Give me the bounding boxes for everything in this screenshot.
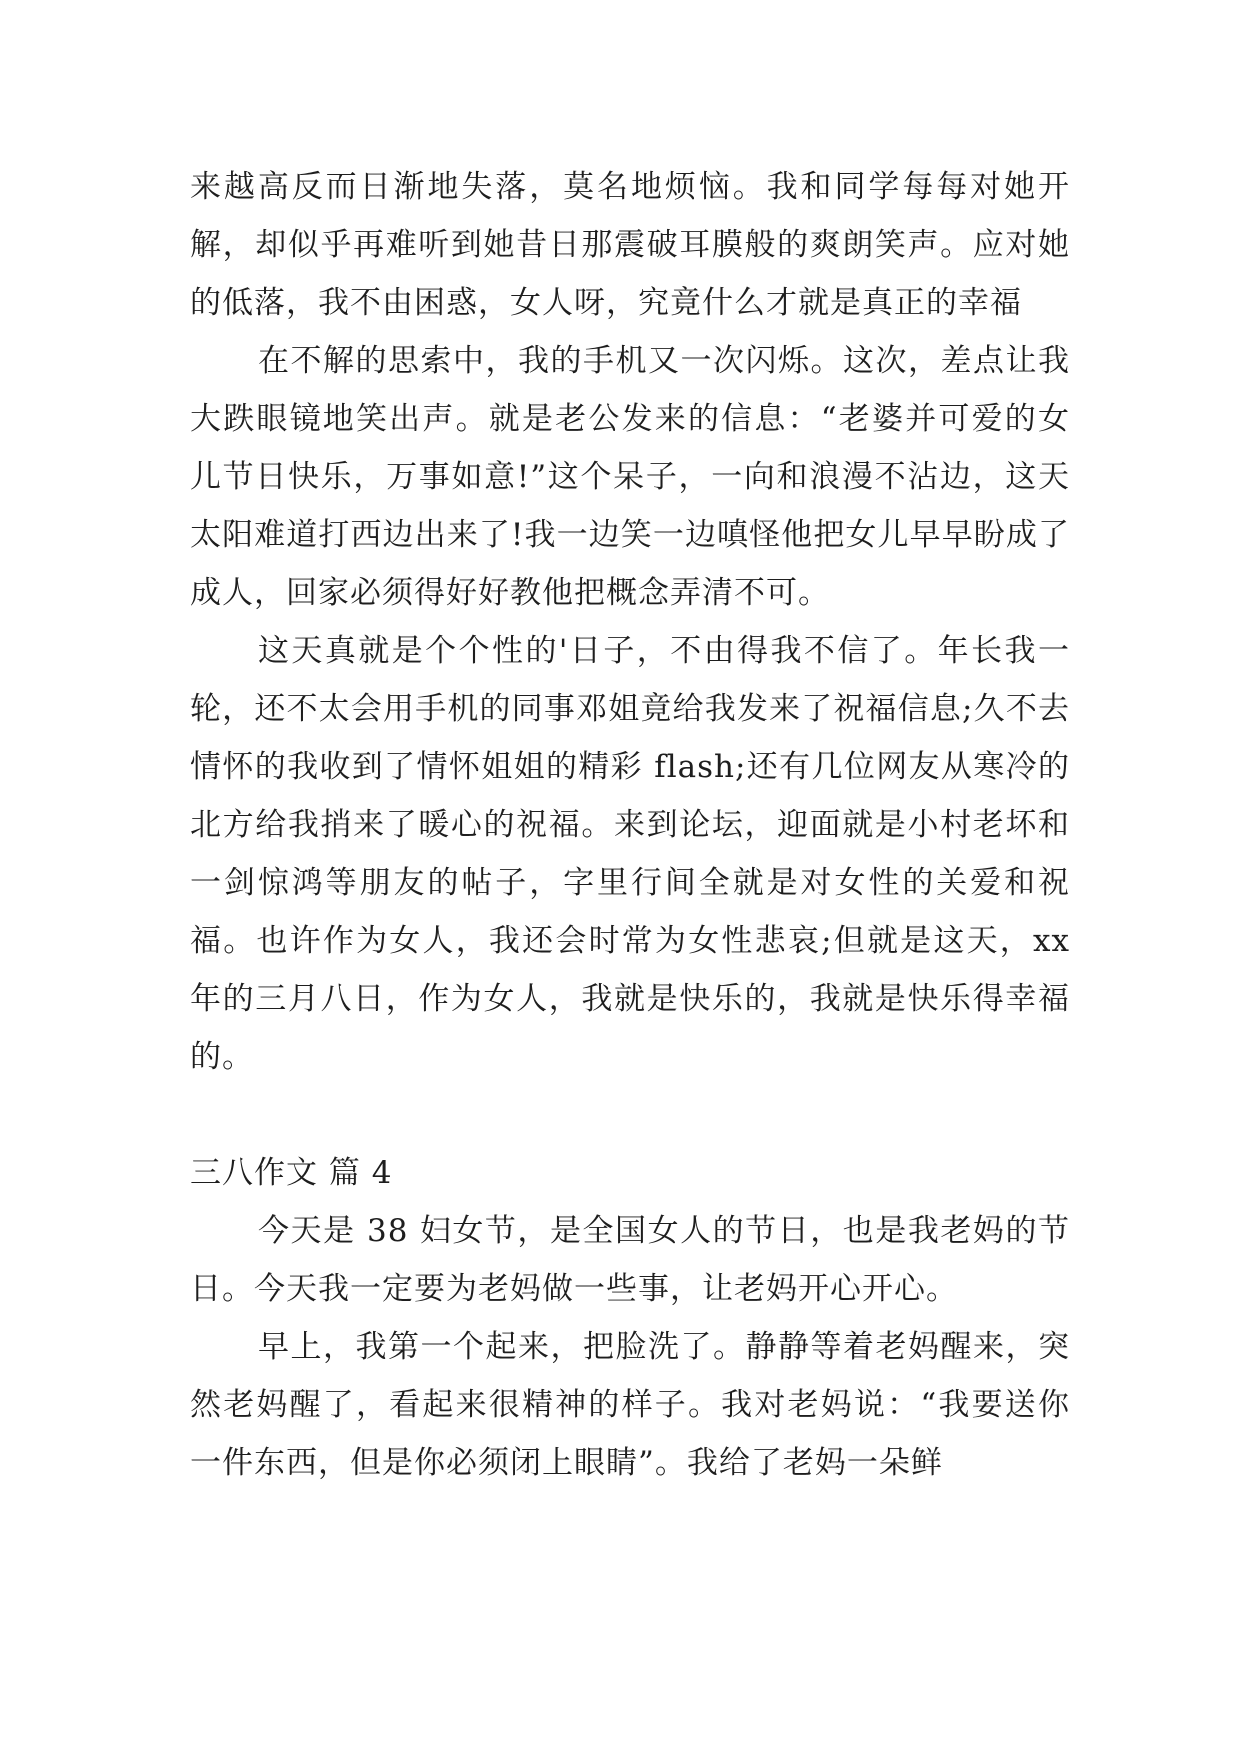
- paragraph-3: 这天真就是个个性的'日子，不由得我不信了。年长我一轮，还不太会用手机的同事邓姐竟给我发来了祝福信息;久不去情怀的我收到了情怀姐姐的精彩 flash;还有几位网友从寒冷的北方给我捎来了暖心的祝福。来到论坛，迎面就是小村老坏和一剑惊鸿等朋友的帖子，字里行间全就是对女性的关爱和祝福。也许作为女人，我还会时常为女性悲哀;但就是这天，xx 年的三月八日，作为女人，我就是快乐的，我就是快乐得幸福的。: [190, 633, 1070, 1075]
- paragraph-4: 今天是 38 妇女节，是全国女人的节日，也是我老妈的节日。今天我一定要为老妈做一些事，让老妈开心开心。: [190, 1213, 1070, 1307]
- paragraph-2: 在不解的思索中，我的手机又一次闪烁。这次，差点让我大跌眼镜地笑出声。就是老公发来的信息：“老婆并可爱的女儿节日快乐，万事如意!”这个呆子，一向和浪漫不沾边，这天太阳难道打西边出来了!我一边笑一边嗔怪他把女儿早早盼成了成人，回家必须得好好教他把概念弄清不可。: [190, 343, 1070, 611]
- document-body: [190, 158, 1070, 1492]
- paragraph-1: 来越高反而日渐地失落，莫名地烦恼。我和同学每每对她开解，却似乎再难听到她昔日那震破耳膜般的爽朗笑声。应对她的低落，我不由困惑，女人呀，究竟什么才就是真正的幸福: [190, 169, 1070, 321]
- paragraph-5: 早上，我第一个起来，把脸洗了。静静等着老妈醒来，突然老妈醒了，看起来很精神的样子。我对老妈说：“我要送你一件东西，但是你必须闭上眼睛”。我给了老妈一朵鲜: [190, 1329, 1070, 1481]
- section-title: 三八作文 篇 4: [190, 1155, 393, 1191]
